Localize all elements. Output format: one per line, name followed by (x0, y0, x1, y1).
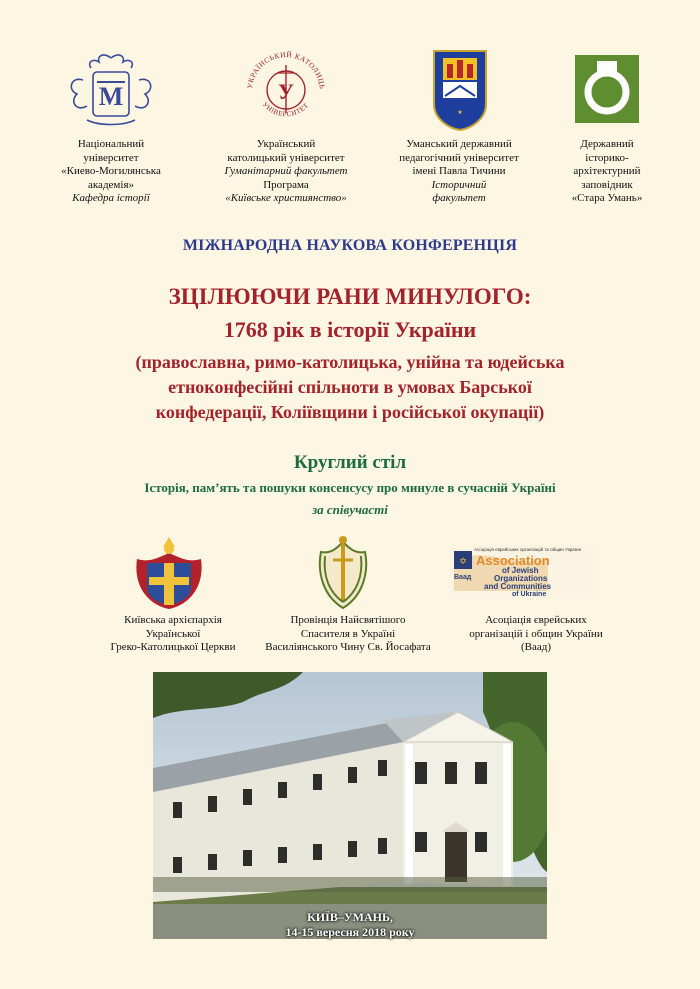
conference-subtitle-line1: (православна, римо-католицька, унійна та юдейська (135, 352, 565, 372)
org-line: історико- (585, 151, 629, 164)
archeparchy-coat-of-arms-icon (131, 535, 207, 611)
org-line: заповідник (581, 178, 633, 191)
organizer-kyiv-mohyla (44, 138, 178, 206)
round-table-topic: Історія, пам’ять та пошуки консенсусу про минуле в сучасній Україні (144, 480, 556, 495)
org-line: Уманський державний (406, 138, 512, 150)
partner-archeparchy (98, 614, 248, 655)
partner-line: (Ваад) (520, 641, 552, 653)
partner-line: Спасителя в Україні (300, 627, 396, 640)
partner-line: організацій і общин України (469, 627, 603, 640)
svg-text:У: У (277, 79, 295, 104)
svg-text:★: ★ (457, 110, 463, 116)
org-line: Національний (77, 138, 145, 150)
org-line: «Стара Умань» (571, 192, 643, 204)
partner-line: Київська архієпархія (124, 614, 222, 626)
org-line: католицький університет (227, 151, 345, 164)
svg-text:of Jewish: of Jewish (502, 566, 539, 575)
participation-label: за співучасті (312, 502, 388, 517)
event-location: КИЇВ–УМАНЬ, (307, 910, 393, 924)
conference-subtitle-line2: етноконфесійні спільноти в умовах Барської (168, 377, 532, 397)
svg-text:of Ukraine: of Ukraine (512, 591, 547, 598)
kyiv-mohyla-academy-logo (63, 50, 159, 130)
org-faculty: Гуманітарний факультет (224, 165, 348, 177)
svg-text:✡: ✡ (459, 556, 467, 566)
org-line: Український (256, 138, 316, 150)
stara-uman-logo (575, 55, 639, 123)
org-line: імені Павла Тичини (412, 165, 506, 177)
svg-text:Association: Association (476, 553, 550, 568)
conference-subtitle-line3: конфедерації, Коліївщини і російської окупації) (155, 402, 545, 422)
partner-line: Греко-Католицької Церкви (110, 641, 236, 653)
organizer-stara-uman (552, 138, 662, 206)
uman-university-logo (431, 48, 489, 132)
svg-text:УНІВЕРСИТЕТ: УНІВЕРСИТЕТ (260, 100, 311, 119)
round-table-title: Круглий стіл (293, 452, 407, 473)
svg-text:Ваад: Ваад (454, 574, 472, 581)
svg-text:М: М (98, 82, 124, 111)
org-line: університет (83, 151, 139, 164)
conference-label: МІЖНАРОДНА НАУКОВА КОНФЕРЕНЦІЯ (182, 237, 518, 254)
partner-line: Василіянського Чину Св. Йосафата (265, 641, 431, 653)
basilian-order-emblem-icon (313, 532, 373, 612)
org-department: Кафедра історії (72, 192, 150, 204)
partner-line: Української (145, 627, 201, 640)
ucu-logo-text: УКРАЇНСЬКИЙ КАТОЛИЦЬ (245, 49, 328, 90)
org-line: педагогічний університет (399, 151, 519, 164)
partner-line: Провінція Найсвятішого (290, 614, 406, 626)
org-program: «Київське християнство» (225, 192, 347, 204)
historic-building-photo (153, 672, 547, 939)
vaad-association-logo (450, 545, 598, 599)
conference-title-line2: 1768 рік в історії України (223, 317, 477, 342)
org-faculty: факультет (432, 192, 486, 204)
svg-text:and Communities: and Communities (484, 582, 552, 591)
ucu-logo (240, 45, 332, 135)
org-line: Державний (580, 138, 634, 150)
org-line: архітектурний (573, 165, 641, 177)
event-dates: 14-15 вересня 2018 року (285, 925, 415, 939)
org-line: Програма (263, 178, 309, 191)
svg-text:Organizations: Organizations (494, 574, 548, 583)
partner-basilian-order (262, 614, 434, 655)
partner-vaad (448, 614, 624, 655)
organizer-ucu (206, 138, 366, 206)
partner-line: Асоціація єврейських (485, 614, 587, 626)
org-line: «Киево-Могилянська (61, 165, 161, 177)
organizer-uman-university (384, 138, 534, 206)
org-faculty: Історичний (431, 178, 487, 191)
org-line: академія» (88, 178, 134, 191)
vaad-logo-header: Асоціація єврейських організацій та общин України (474, 547, 582, 552)
conference-title-line1: ЗЦІЛЮЮЧИ РАНИ МИНУЛОГО: (168, 284, 532, 309)
